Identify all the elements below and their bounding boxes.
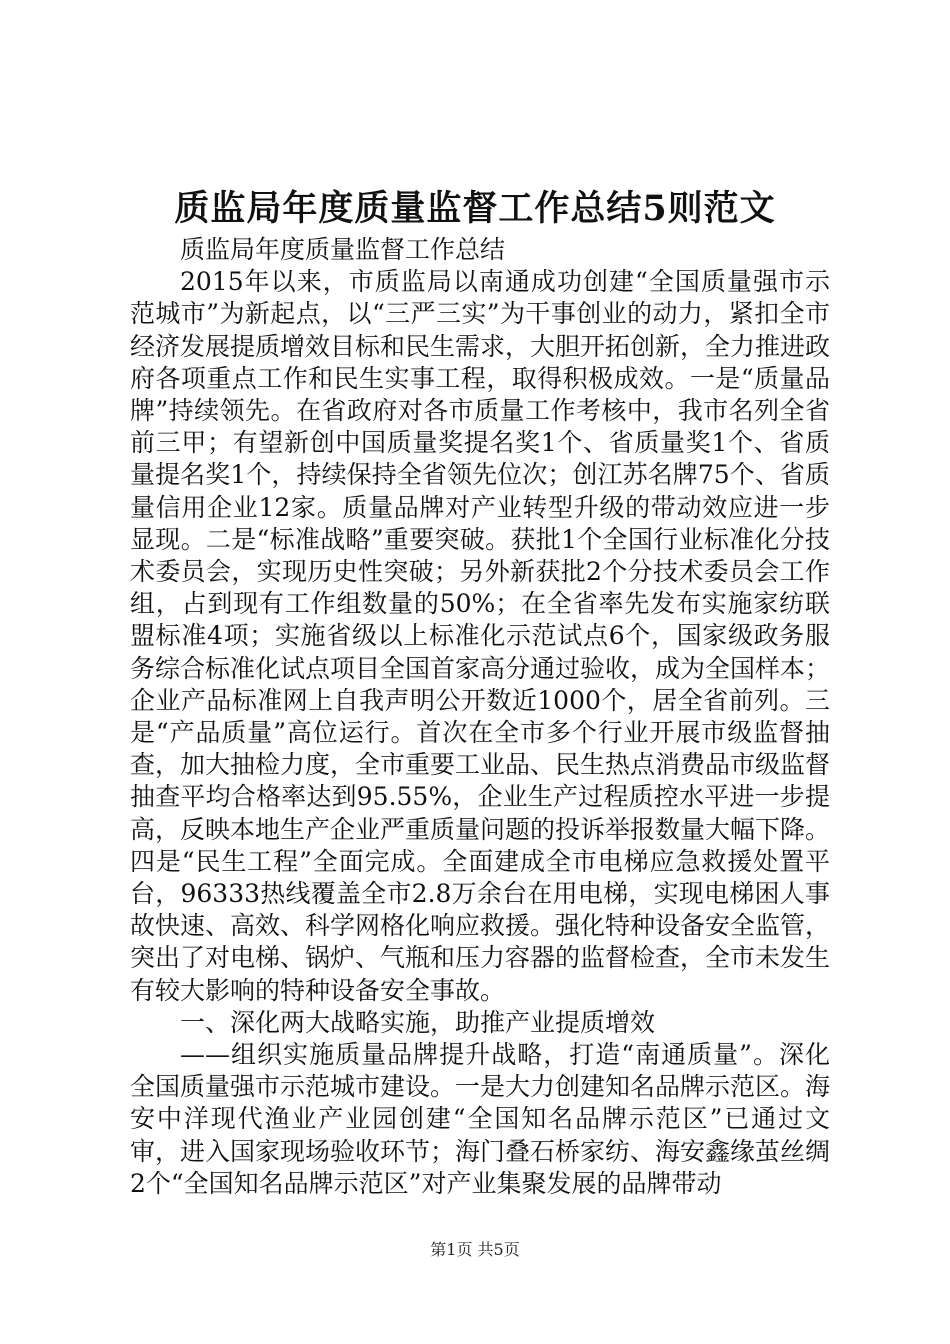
- paragraph-summary: 2015年以来，市质监局以南通成功创建“全国质量强市示范城市”为新起点，以“三严三实”为干事创业的动力，紧扣全市经济发展提质增效目标和民生需求，大胆开拓创新，全力推进政府各项重点工作和民生实事工程，取得积极成效。一是“质量品牌”持续领先。在省政府对各市质量工作考核中，我市名列全省前三甲；有望新创中国质量奖提名奖1个、省质量奖1个、省质量提名奖1个，持续保持全省领先位次；创江苏名牌75个、省质量信用企业12家。质量品牌对产业转型升级的带动效应进一步显现。二是“标准战略”重要突破。获批1个全国行业标准化分技术委员会，实现历史性突破；另外新获批2个分技术委员会工作组，占到现有工作组数量的50%；在全省率先发布实施家纺联盟标准4项；实施省级以上标准化示范试点6个，国家级政务服务综合标准化试点项目全国首家高分通过验收，成为全国样本；企业产品标准网上自我声明公开数近1000个，居全省前列。三是“产品质量”高位运行。首次在全市多个行业开展市级监督抽查，加大抽检力度，全市重要工业品、民生热点消费品市级监督抽查平均合格率达到95.55%，企业生产过程质控水平进一步提高，反映本地生产企业严重质量问题的投诉举报数量大幅下降。四是“民生工程”全面完成。全面建成全市电梯应急救援处置平台，96333热线覆盖全市2.8万余台在用电梯，实现电梯困人事故快速、高效、科学网格化响应救援。强化特种设备安全监管，突出了对电梯、锅炉、气瓶和压力容器的监督检查，全市未发生有较大影响的特种设备安全事故。: [130, 267, 831, 1005]
- paragraph-section-body: ——组织实施质量品牌提升战略，打造“南通质量”。深化全国质量强市示范城市建设。一是大力创建知名品牌示范区。海安中洋现代渔业产业园创建“全国知名品牌示范区”已通过文审，进入国家现场验收环节；海门叠石桥家纺、海安鑫缘茧丝绸2个“全国知名品牌示范区”对产业集聚发展的品牌带动: [130, 1040, 831, 1198]
- document-body: [130, 234, 830, 1200]
- section-heading: 一、深化两大战略实施，助推产业提质增效: [180, 1007, 656, 1037]
- document-title: 质监局年度质量监督工作总结5则范文: [174, 188, 776, 229]
- page-number-footer: 第1页 共5页: [430, 1240, 520, 1259]
- paragraph-subtitle: 质监局年度质量监督工作总结: [180, 235, 506, 264]
